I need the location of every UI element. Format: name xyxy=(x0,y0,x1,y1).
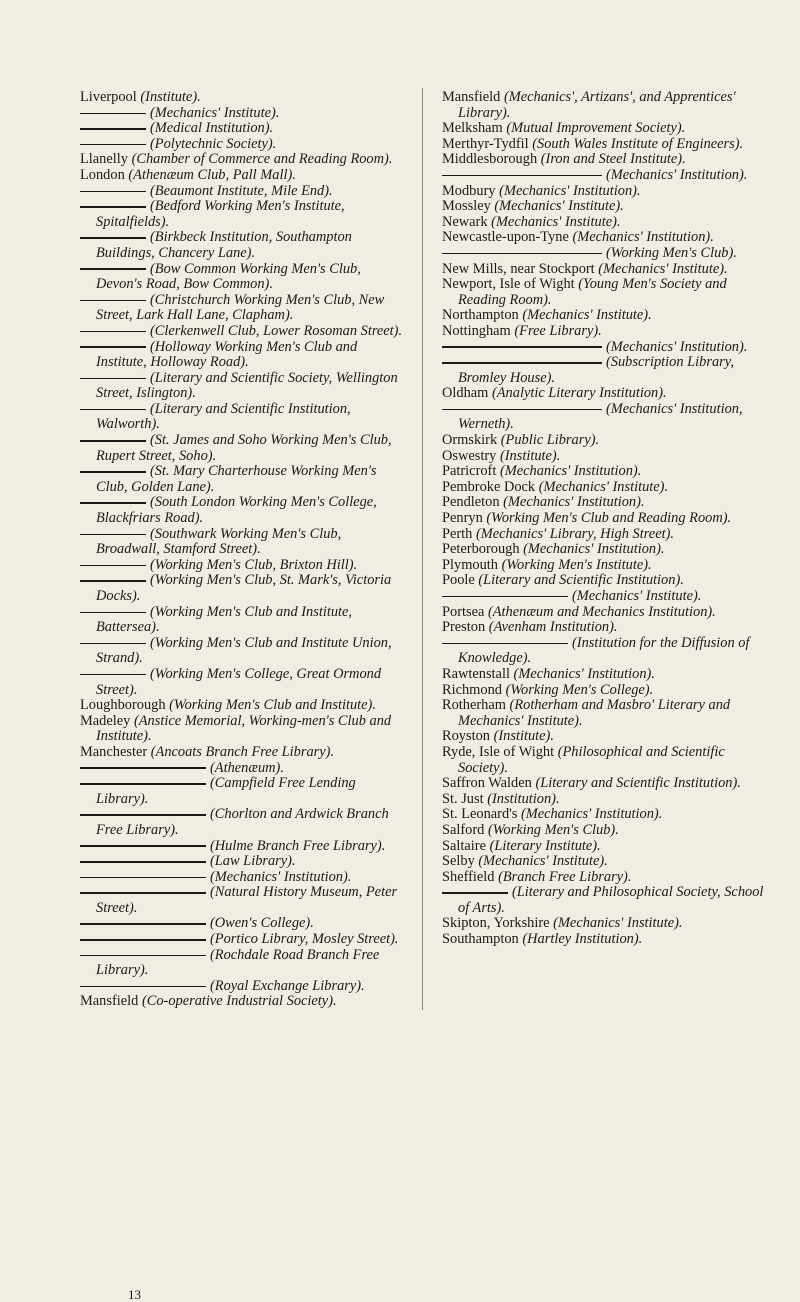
place-name: Peterborough xyxy=(442,541,524,558)
ditto-dash xyxy=(80,534,146,536)
list-item xyxy=(442,324,770,340)
ditto-dash xyxy=(80,892,206,894)
list-item xyxy=(442,121,770,137)
list-item xyxy=(442,433,770,449)
place-name: Modbury xyxy=(442,182,500,199)
ditto-dash xyxy=(80,643,146,645)
place-name: Perth xyxy=(442,525,476,542)
place-name: Oswestry xyxy=(442,447,500,464)
ditto-dash xyxy=(80,565,146,567)
institution-name: (Public Library). xyxy=(500,432,600,449)
place-name: Mossley xyxy=(442,198,495,215)
ditto-dash xyxy=(80,955,206,957)
ditto-dash xyxy=(80,237,146,239)
institution-name: (Mechanics' Institute). xyxy=(494,198,624,215)
ditto-dash xyxy=(442,596,568,598)
institution-name: (Mechanics' Institution). xyxy=(523,541,665,558)
place-name: Pembroke Dock xyxy=(442,478,539,495)
list-item xyxy=(442,308,770,324)
list-item xyxy=(442,807,770,823)
institution-name: (Mechanics' Institution). xyxy=(499,463,642,480)
institution-name: (Working Men's Club). xyxy=(606,244,737,261)
list-item xyxy=(442,527,770,543)
place-name: Royston xyxy=(442,728,494,745)
list-item xyxy=(442,885,770,916)
institution-name: (Subscription Library, Bromley House). xyxy=(458,354,734,386)
list-item xyxy=(80,948,408,979)
institution-name: (Bedford Working Men's Institute, Spitalfields). xyxy=(96,198,345,230)
institution-name: (Athenæum). xyxy=(210,759,284,776)
institution-name: (Birkbeck Institution, Southampton Buildings, Chancery Lane). xyxy=(96,229,352,261)
institution-name: (Institution for the Diffusion of Knowledge). xyxy=(458,634,750,667)
list-item xyxy=(442,683,770,699)
ditto-dash xyxy=(442,346,602,348)
place-name: Oldham xyxy=(442,385,492,402)
institution-name: (Natural History Museum, Peter Street). xyxy=(96,884,398,916)
list-item xyxy=(80,168,408,184)
institution-name: (Mechanics' Institute). xyxy=(553,915,683,932)
list-item xyxy=(442,605,770,621)
place-name: Rawtenstall xyxy=(442,665,514,682)
ditto-dash xyxy=(80,783,206,785)
place-name: Middlesborough xyxy=(442,151,541,168)
list-item xyxy=(442,667,770,683)
list-item xyxy=(80,776,408,807)
place-name: Newark xyxy=(442,213,492,230)
list-item xyxy=(80,262,408,293)
place-name: St. Leonard's xyxy=(442,806,521,823)
list-item xyxy=(80,745,408,761)
ditto-dash xyxy=(442,175,602,177)
list-item xyxy=(80,152,408,168)
institution-name: (Working Men's College). xyxy=(505,681,654,698)
list-item xyxy=(442,152,770,168)
list-item xyxy=(80,184,408,200)
institution-name: (Chamber of Commerce and Reading Room). xyxy=(131,151,393,168)
institution-name: (Mechanics' Institute). xyxy=(150,104,280,121)
place-name: Nottingham xyxy=(442,322,515,339)
list-item xyxy=(80,230,408,261)
list-item xyxy=(442,589,770,605)
left-column xyxy=(80,90,408,1010)
institution-name: (Mechanics' Library, High Street). xyxy=(475,525,674,542)
list-item xyxy=(80,324,408,340)
list-item xyxy=(442,215,770,231)
list-item xyxy=(80,106,408,122)
institution-name: (St. James and Soho Working Men's Club, Rupert Street, Soho). xyxy=(96,432,392,464)
institution-name: (Owen's College). xyxy=(210,915,314,932)
ditto-dash xyxy=(80,923,206,925)
list-item xyxy=(442,776,770,792)
ditto-dash xyxy=(80,877,206,879)
ditto-dash xyxy=(442,362,602,364)
place-name: Plymouth xyxy=(442,556,502,573)
list-item xyxy=(80,137,408,153)
list-item xyxy=(442,355,770,386)
list-item xyxy=(80,807,408,838)
list-item xyxy=(80,605,408,636)
place-name: Northampton xyxy=(442,307,523,324)
institution-name: (St. Mary Charterhouse Working Men's Club, Golden Lane). xyxy=(96,463,377,495)
ditto-dash xyxy=(442,892,508,894)
place-name: Sheffield xyxy=(442,868,499,885)
institution-name: (Working Men's Club). xyxy=(487,821,619,838)
place-name: Madeley xyxy=(80,712,134,729)
ditto-dash xyxy=(80,767,206,769)
institution-name: (Royal Exchange Library). xyxy=(210,977,365,994)
institution-name: (Hartley Institution). xyxy=(522,931,643,948)
institution-name: (Hulme Branch Free Library). xyxy=(210,837,386,854)
page-number: 13 xyxy=(128,1287,141,1302)
list-item xyxy=(80,293,408,324)
ditto-dash xyxy=(80,986,206,988)
list-item xyxy=(442,916,770,932)
list-item xyxy=(442,573,770,589)
place-name: Poole xyxy=(442,572,479,589)
institution-name: (Clerkenwell Club, Lower Rosoman Street). xyxy=(150,322,403,339)
institution-name: (Mechanics' Institute). xyxy=(538,478,669,495)
list-item xyxy=(442,636,770,667)
place-name: Patricroft xyxy=(442,463,500,480)
institution-name: (Working Men's Club, St. Mark's, Victoria Docks). xyxy=(96,572,392,604)
ditto-dash xyxy=(80,128,146,130)
list-item xyxy=(80,199,408,230)
list-item xyxy=(80,698,408,714)
place-name: Melksham xyxy=(442,120,507,137)
list-item xyxy=(442,558,770,574)
place-name: Southampton xyxy=(442,931,523,948)
list-item xyxy=(80,340,408,371)
list-item xyxy=(442,340,770,356)
place-name: St. Just xyxy=(442,790,488,807)
institution-name: (Literary Institute). xyxy=(489,837,601,854)
list-item xyxy=(442,262,770,278)
institution-name: (Working Men's Club and Institute, Battersea). xyxy=(96,603,353,636)
institution-name: (Philosophical and Scientific Society). xyxy=(458,743,725,776)
list-item xyxy=(442,277,770,308)
institution-name: (Working Men's Club and Reading Room). xyxy=(486,510,732,527)
place-name: Salford xyxy=(442,821,488,838)
list-item xyxy=(442,230,770,246)
institution-name: (Mechanics' Institution). xyxy=(499,182,641,199)
list-item xyxy=(80,464,408,495)
place-name: Merthyr-Tydfil xyxy=(442,135,533,152)
institution-name: (Holloway Working Men's Club and Institute, Holloway Road). xyxy=(96,338,358,371)
institution-name: (Institute). xyxy=(493,728,554,745)
ditto-dash xyxy=(80,845,206,847)
list-item xyxy=(442,511,770,527)
list-item xyxy=(442,246,770,262)
list-item xyxy=(442,854,770,870)
institution-name: (Mechanics' Institution). xyxy=(606,166,748,183)
institution-name: (Athenæum and Mechanics Institution). xyxy=(487,603,716,620)
list-item xyxy=(80,979,408,995)
ditto-dash xyxy=(80,471,146,473)
institution-name: (Mechanics' Institute). xyxy=(491,213,621,230)
institution-name: (Literary and Scientific Institution, Walworth). xyxy=(96,400,351,433)
institution-name: (Rochdale Road Branch Free Library). xyxy=(96,946,380,979)
ditto-dash xyxy=(80,300,146,302)
list-item xyxy=(442,402,770,433)
list-item xyxy=(442,932,770,948)
place-name: Ryde, Isle of Wight xyxy=(442,743,558,760)
institution-name: (Co-operative Industrial Society). xyxy=(141,993,337,1010)
institution-name: (Southwark Working Men's Club, Broadwall, Stamford Street). xyxy=(96,525,342,558)
ditto-dash xyxy=(80,939,206,941)
place-name: Llanelly xyxy=(80,151,132,168)
place-name: Mansfield xyxy=(442,89,504,105)
institution-name: (Working Men's Club and Institute Union, Strand). xyxy=(96,634,392,667)
list-item xyxy=(442,698,770,729)
ditto-dash xyxy=(80,268,146,270)
institution-name: (Anstice Memorial, Working-men's Club and Institute). xyxy=(96,712,392,745)
list-item xyxy=(442,620,770,636)
list-item xyxy=(80,433,408,464)
institution-name: (Institute). xyxy=(140,89,201,105)
institution-name: (Institution). xyxy=(487,790,560,807)
place-name: Penryn xyxy=(442,510,487,527)
institution-name: (Portico Library, Mosley Street). xyxy=(210,931,399,948)
institution-name: (Mechanics' Institution). xyxy=(210,868,352,885)
institution-name: (Christchurch Working Men's Club, New Street, Lark Hall Lane, Clapham). xyxy=(96,291,385,324)
list-item xyxy=(442,542,770,558)
institution-name: (Analytic Literary Institution). xyxy=(491,385,667,402)
institution-name: (Free Library). xyxy=(514,322,602,339)
list-item xyxy=(80,558,408,574)
institution-name: (Medical Institution). xyxy=(150,120,274,137)
ditto-dash xyxy=(80,674,146,676)
institution-name: (Iron and Steel Institute). xyxy=(540,151,686,168)
ditto-dash xyxy=(80,144,146,146)
ditto-dash xyxy=(80,206,146,208)
institution-name: (Branch Free Library). xyxy=(498,868,632,885)
place-name: New Mills, near Stockport xyxy=(442,260,599,277)
institution-name: (Mechanics' Institution). xyxy=(503,494,645,511)
ditto-dash xyxy=(80,814,206,816)
ditto-dash xyxy=(80,502,146,504)
ditto-dash xyxy=(80,346,146,348)
list-item xyxy=(442,168,770,184)
list-item xyxy=(80,90,408,106)
right-column xyxy=(428,90,770,1010)
institution-name: (Mutual Improvement Society). xyxy=(506,120,686,137)
place-name: Selby xyxy=(442,853,479,870)
list-item xyxy=(442,90,770,121)
institution-name: (Mechanics' Institution). xyxy=(572,229,714,246)
institution-name: (Polytechnic Society). xyxy=(150,135,277,152)
list-item xyxy=(80,761,408,777)
place-name: Portsea xyxy=(442,603,488,620)
place-name: Saltaire xyxy=(442,837,490,854)
institution-name: (Literary and Scientific Institution). xyxy=(478,572,684,589)
institution-name: (Mechanics' Institute). xyxy=(522,307,652,324)
institution-name: (Working Men's College, Great Ormond Street). xyxy=(96,665,382,698)
ditto-dash xyxy=(80,113,146,115)
list-item xyxy=(442,839,770,855)
list-item xyxy=(80,932,408,948)
institution-name: (Working Men's Club, Brixton Hill). xyxy=(150,556,358,573)
two-column-list xyxy=(80,90,770,1010)
list-item xyxy=(442,792,770,808)
place-name: Preston xyxy=(442,619,489,636)
list-item xyxy=(80,854,408,870)
list-item xyxy=(80,121,408,137)
list-item xyxy=(80,870,408,886)
list-item xyxy=(442,137,770,153)
institution-name: (Campfield Free Lending Library). xyxy=(96,775,356,807)
place-name: Newcastle-upon-Tyne xyxy=(442,229,573,246)
list-item xyxy=(442,386,770,402)
ditto-dash xyxy=(80,861,206,863)
institution-name: (Mechanics' Institution). xyxy=(513,665,655,682)
ditto-dash xyxy=(80,440,146,442)
institution-name: (Ancoats Branch Free Library). xyxy=(150,743,335,760)
institution-name: (Rotherham and Masbro' Literary and Mechanics' Institute). xyxy=(458,697,731,729)
institution-name: (Mechanics', Artizans', and Apprentices' Library). xyxy=(458,89,736,121)
ditto-dash xyxy=(442,409,602,411)
list-item xyxy=(80,885,408,916)
institution-name: (Bow Common Working Men's Club, Devon's Road, Bow Common). xyxy=(96,260,361,293)
place-name: Richmond xyxy=(442,681,506,698)
institution-name: (Literary and Scientific Institution). xyxy=(535,775,741,792)
ditto-dash xyxy=(80,409,146,411)
institution-name: (Working Men's Institute). xyxy=(501,556,652,573)
list-item xyxy=(442,480,770,496)
place-name: Liverpool xyxy=(80,89,141,105)
list-item xyxy=(442,184,770,200)
institution-name: (Mechanics' Institution, Werneth). xyxy=(458,400,743,433)
ditto-dash xyxy=(80,612,146,614)
institution-name: (Avenham Institution). xyxy=(488,619,618,636)
list-item xyxy=(80,839,408,855)
institution-name: (Athenæum Club, Pall Mall). xyxy=(128,166,296,183)
institution-name: (Mechanics' Institution). xyxy=(520,806,663,823)
ditto-dash xyxy=(80,191,146,193)
institution-name: (Literary and Philosophical Society, School of Arts). xyxy=(458,884,764,916)
list-item xyxy=(80,636,408,667)
institution-name: (Mechanics' Institute). xyxy=(478,853,608,870)
ditto-dash xyxy=(80,378,146,380)
ditto-dash xyxy=(442,643,568,645)
list-item xyxy=(442,199,770,215)
list-item xyxy=(442,449,770,465)
list-item xyxy=(442,464,770,480)
institution-name: (Young Men's Society and Reading Room). xyxy=(458,276,727,308)
institution-name: (Mechanics' Institute). xyxy=(572,588,702,604)
place-name: Loughborough xyxy=(80,697,170,714)
ditto-dash xyxy=(80,580,146,582)
institution-name: (Chorlton and Ardwick Branch Free Library). xyxy=(96,806,389,838)
list-item xyxy=(80,371,408,402)
institution-name: (South London Working Men's College, Blackfriars Road). xyxy=(96,494,377,527)
place-name: Saffron Walden xyxy=(442,775,536,792)
place-name: London xyxy=(80,166,129,183)
place-name: Mansfield xyxy=(80,993,142,1010)
place-name: Rotherham xyxy=(442,697,510,714)
list-item xyxy=(442,823,770,839)
place-name: Ormskirk xyxy=(442,432,501,449)
institution-name: (South Wales Institute of Engineers). xyxy=(532,135,744,152)
list-item xyxy=(80,916,408,932)
institution-name: (Beaumont Institute, Mile End). xyxy=(150,182,333,199)
list-item xyxy=(80,994,408,1010)
institution-name: (Mechanics' Institute). xyxy=(598,260,728,277)
list-item xyxy=(80,714,408,745)
place-name: Manchester xyxy=(80,743,151,760)
list-item xyxy=(442,745,770,776)
list-item xyxy=(80,402,408,433)
list-item xyxy=(80,573,408,604)
list-item xyxy=(80,527,408,558)
institution-name: (Institute). xyxy=(499,447,561,464)
institution-name: (Working Men's Club and Institute). xyxy=(169,697,376,714)
list-item xyxy=(442,729,770,745)
place-name: Pendleton xyxy=(442,494,504,511)
list-item xyxy=(80,495,408,526)
list-item xyxy=(442,495,770,511)
place-name: Skipton, Yorkshire xyxy=(442,915,554,932)
ditto-dash xyxy=(442,253,602,255)
place-name: Newport, Isle of Wight xyxy=(442,276,579,293)
institution-name: (Law Library). xyxy=(210,853,296,870)
institution-name: (Mechanics' Institution). xyxy=(606,338,748,355)
ditto-dash xyxy=(80,331,146,333)
institution-name: (Literary and Scientific Society, Wellington Street, Islington). xyxy=(96,369,398,402)
list-item xyxy=(442,870,770,886)
list-item xyxy=(80,667,408,698)
